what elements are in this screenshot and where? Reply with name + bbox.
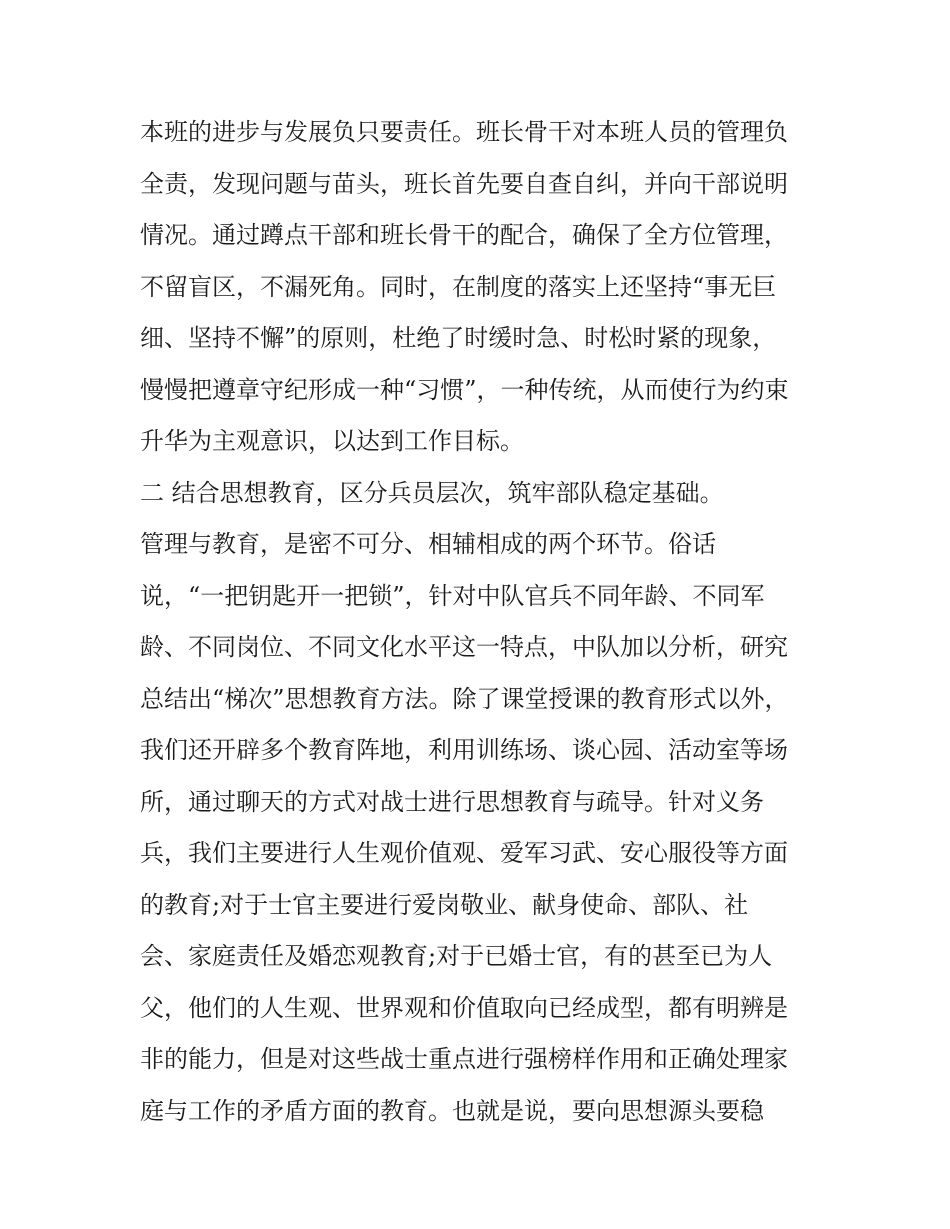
text-line: 情况。通过蹲点干部和班长骨干的配合，确保了全方位管理， bbox=[140, 221, 788, 249]
text-line: 本班的进步与发展负只要责任。班长骨干对本班人员的管理负 bbox=[140, 118, 788, 146]
text-line: 的教育;对于士官主要进行爱岗敬业、献身使命、部队、社 bbox=[140, 890, 749, 919]
text-line: 父，他们的人生观、世界观和价值取向已经成型，都有明辨是 bbox=[140, 993, 788, 1022]
text-line: 庭与工作的矛盾方面的教育。也就是说，要向思想源头要稳 bbox=[140, 1096, 764, 1125]
text-line: 升华为主观意识，以达到工作目标。 bbox=[140, 427, 524, 455]
text-line: 会、家庭责任及婚恋观教育;对于已婚士官，有的甚至已为人 bbox=[140, 942, 773, 970]
text-line: 龄、不同岗位、不同文化水平这一特点，中队加以分析，研究 bbox=[140, 633, 788, 661]
text-line: 慢慢把遵章守纪形成一种“习惯”，一种传统，从而使行为约束 bbox=[140, 375, 789, 404]
section-heading: 二 结合思想教育，区分兵员层次，筑牢部队稳定基础。 bbox=[140, 478, 724, 507]
text-line: 说，“一把钥匙开一把锁”，针对中队官兵不同年龄、不同军 bbox=[140, 581, 765, 610]
text-line: 管理与教育，是密不可分、相辅相成的两个环节。俗话 bbox=[140, 530, 716, 558]
text-line: 兵，我们主要进行人生观价值观、爱军习武、安心服役等方面 bbox=[140, 839, 788, 867]
text-line: 所，通过聊天的方式对战士进行思想教育与疏导。针对义务 bbox=[140, 787, 764, 816]
text-line: 全责，发现问题与苗头，班长首先要自查自纠，并向干部说明 bbox=[140, 169, 788, 198]
text-line: 细、坚持不懈”的原则，杜绝了时缓时急、时松时紧的现象， bbox=[140, 324, 777, 352]
text-line: 非的能力，但是对这些战士重点进行强榜样作用和正确处理家 bbox=[140, 1045, 788, 1073]
text-line: 不留盲区，不漏死角。同时，在制度的落实上还坚持“事无巨 bbox=[140, 272, 777, 301]
body-text bbox=[140, 107, 820, 1137]
text-line: 我们还开辟多个教育阵地，利用训练场、谈心园、活动室等场 bbox=[140, 736, 788, 764]
text-line: 总结出“梯次”思想教育方法。除了课堂授课的教育形式以外， bbox=[140, 684, 789, 713]
